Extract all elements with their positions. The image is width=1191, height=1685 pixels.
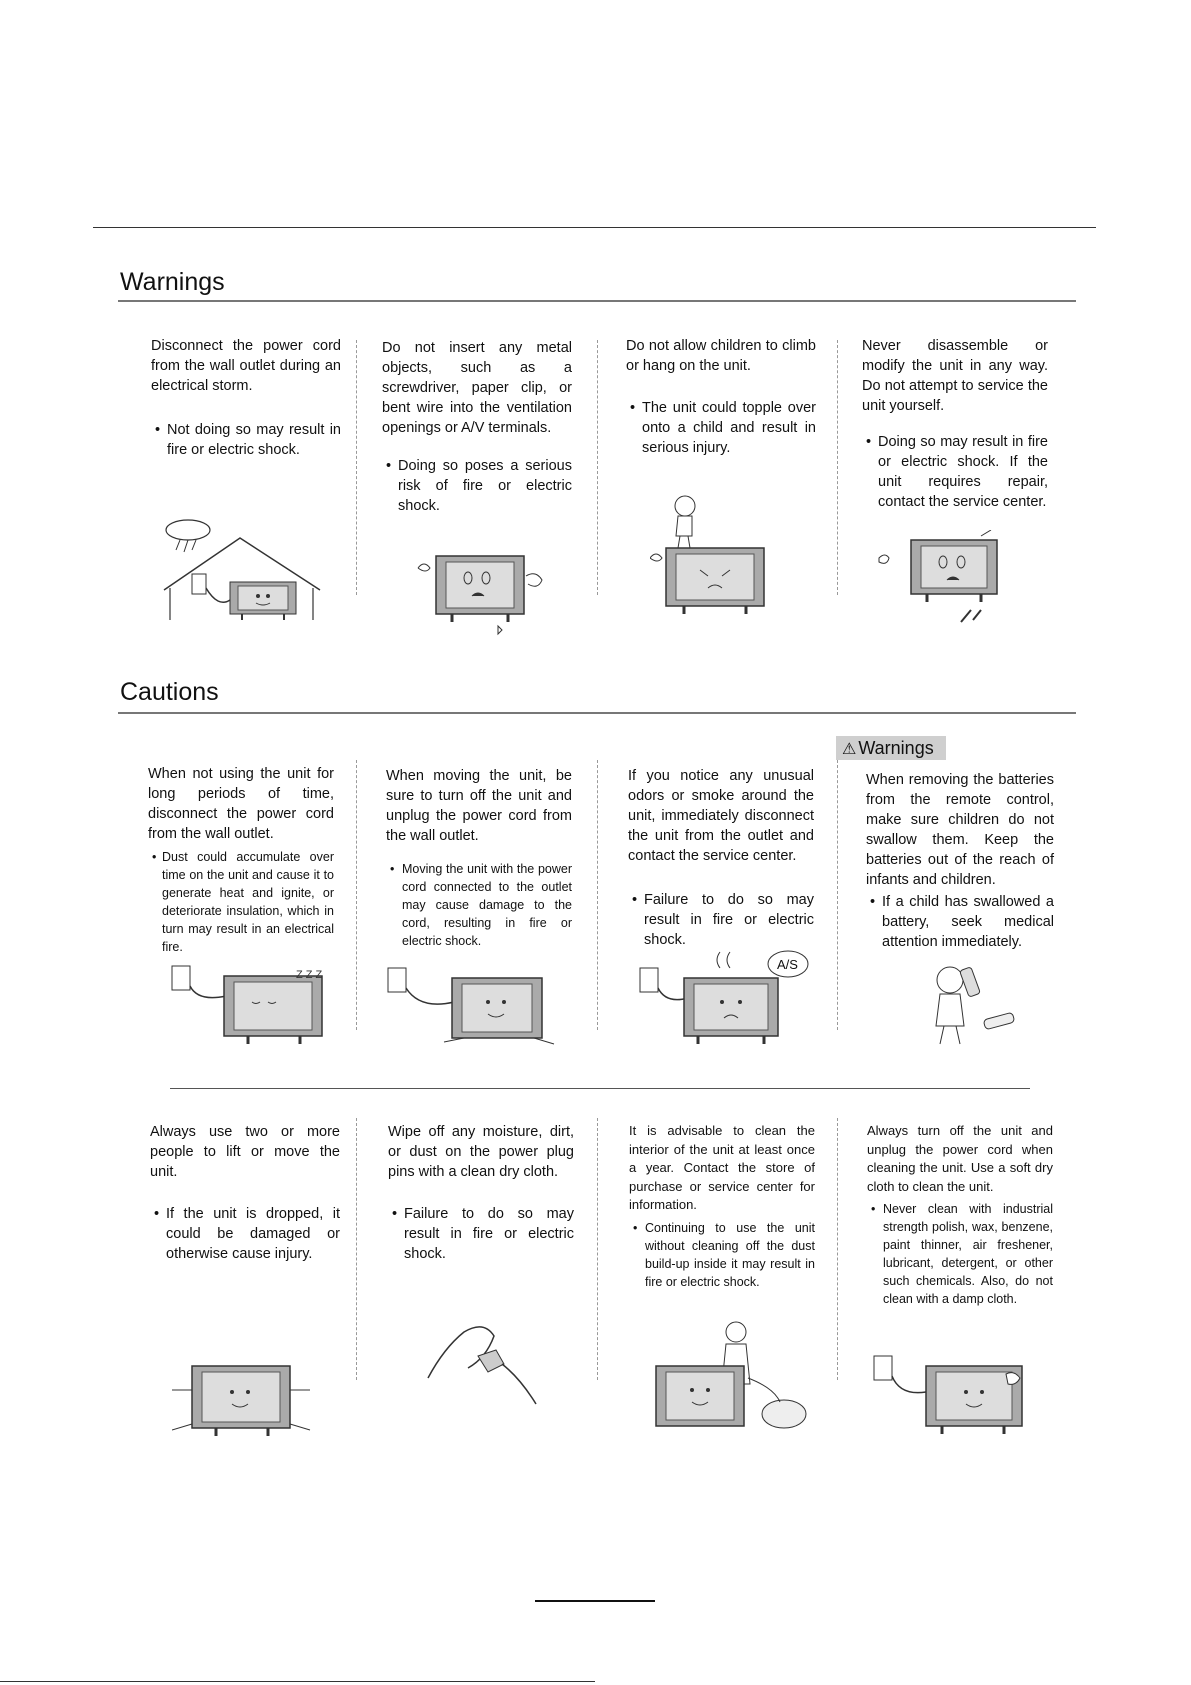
smoke-tv-illustration [636, 950, 816, 1046]
panel-note: • Failure to do so may result in fire or electric shock. [388, 1204, 574, 1264]
cautions-underline [118, 712, 1076, 714]
unplug-clean-illustration [870, 1352, 1030, 1442]
warning-panel-disassemble [862, 336, 1048, 512]
hand-icon [526, 574, 542, 587]
wall-outlet-icon [172, 966, 190, 990]
sleep-icon: Z Z Z [296, 969, 323, 981]
tv-icon [656, 1366, 744, 1426]
hand-cloth-icon [428, 1327, 494, 1378]
caution-panel-unusual-odors [628, 766, 814, 950]
column-divider [356, 340, 357, 595]
warning-panel-metal-objects [382, 338, 572, 516]
metal-object-tv-illustration [416, 550, 546, 645]
panel-lead: Always turn off the unit and unplug the power cord when cleaning the unit. Use a soft dry cloth to clean the unit. [867, 1123, 1053, 1194]
panel-lead: When not using the unit for long periods of time, disconnect the power cord from the wall outlet. [148, 766, 334, 842]
column-divider [837, 340, 838, 595]
panel-lead: Do not allow children to climb or hang on the unit. [626, 338, 816, 374]
storm-house-illustration [158, 518, 328, 623]
panel-note: • Moving the unit with the power cord connected to the outlet may cause damage to the cord, resulting in fire or electric shock. [386, 860, 572, 950]
column-divider [837, 760, 838, 1030]
column-divider [597, 1118, 598, 1380]
caution-panel-wipe-plug [388, 1122, 574, 1264]
tv-icon [436, 556, 524, 622]
panel-note: • The unit could topple over onto a child and result in serious injury. [626, 398, 816, 458]
panel-note: • Never clean with industrial strength polish, wax, benzene, paint thinner, air freshener, lubricant, detergent, or other such chemicals. Also, do not clean with a damp cloth. [867, 1200, 1053, 1308]
panel-note: • Dust could accumulate over time on the unit and cause it to generate heat and ignite, or deteriorate insulation, which in turn may result in an electrical fire. [148, 848, 334, 956]
panel-lead: Never disassemble or modify the unit in any way. Do not attempt to service the unit yourself. [862, 338, 1048, 414]
wipe-plug-illustration [424, 1318, 544, 1408]
child-icon [675, 496, 695, 548]
wall-outlet-icon [388, 968, 406, 992]
caution-panel-moving-unit [386, 766, 572, 950]
cautions-heading: Cautions [120, 678, 219, 706]
child-swallow-battery-illustration [918, 962, 1028, 1052]
service-cleaning-illustration [654, 1318, 814, 1433]
child-icon [936, 967, 964, 1044]
wall-outlet-icon [640, 968, 658, 992]
caution-panel-clean-interior [629, 1122, 815, 1291]
caution-panel-batteries [866, 770, 1054, 952]
tv-icon [192, 1366, 290, 1436]
disassemble-tv-illustration [877, 530, 1007, 635]
warnings-badge-label: Warnings [858, 738, 934, 758]
panel-note: • Failure to do so may result in fire or electric shock. [628, 890, 814, 950]
moving-unit-illustration [384, 962, 562, 1052]
panel-lead: When moving the unit, be sure to turn off the unit and unplug the power cord from the wall outlet. [386, 768, 572, 844]
screwdriver-icon [498, 626, 502, 634]
row-separator [170, 1088, 1030, 1089]
warning-panel-children-climb [626, 336, 816, 458]
caution-panel-two-people [150, 1122, 340, 1264]
plug-icon [478, 1350, 504, 1372]
unplugged-sleeping-tv-illustration [168, 962, 328, 1047]
hand-icon [650, 554, 662, 561]
panel-note: • If a child has swallowed a battery, seek medical attention immediately. [866, 892, 1054, 952]
top-rule [93, 227, 1096, 228]
smoke-icon [717, 952, 730, 968]
wall-outlet-icon [874, 1356, 892, 1380]
panel-lead: Disconnect the power cord from the wall outlet during an electrical storm. [151, 338, 341, 394]
cloud-lightning-icon [166, 520, 210, 552]
screw-icon [879, 555, 889, 563]
column-divider [837, 1118, 838, 1380]
tv-icon [452, 978, 542, 1038]
bottom-rule [0, 1681, 595, 1682]
warnings-badge [836, 736, 946, 760]
two-people-lifting-illustration [172, 1360, 312, 1442]
panel-lead: Wipe off any moisture, dirt, or dust on the power plug pins with a clean dry cloth. [388, 1124, 574, 1180]
wall-outlet-icon [192, 574, 206, 594]
panel-lead: Always use two or more people to lift or move the unit. [150, 1124, 340, 1180]
warnings-underline [118, 300, 1076, 302]
wrench-icon [961, 610, 981, 622]
caution-panel-cleaning-chemicals [867, 1122, 1053, 1308]
column-divider [356, 1118, 357, 1380]
panel-note: • If the unit is dropped, it could be damaged or otherwise cause injury. [150, 1204, 340, 1264]
panel-note: • Doing so poses a serious risk of fire or electric shock. [382, 456, 572, 516]
panel-lead: It is advisable to clean the interior of the unit at least once a year. Contact the store of purchase or service center for information. [629, 1123, 815, 1212]
panel-lead: Do not insert any metal objects, such as a screwdriver, paper clip, or bent wire into the ventilation openings or A/V terminals. [382, 340, 572, 436]
panel-note: • Continuing to use the unit without cleaning off the dust build-up inside it may result in fire or electric shock. [629, 1219, 815, 1291]
hand-icon [444, 1038, 554, 1044]
battery-icon [983, 1012, 1015, 1029]
panel-lead: If you notice any unusual odors or smoke around the unit, immediately disconnect the unit from the outlet and contact the service center. [628, 768, 814, 864]
screwdriver-icon [981, 530, 991, 536]
child-climbing-tv-illustration [650, 492, 780, 617]
column-divider [597, 760, 598, 1030]
tv-icon [684, 978, 778, 1044]
warnings-heading: Warnings [120, 268, 225, 296]
column-divider [356, 760, 357, 1030]
panel-lead: When removing the batteries from the remote control, make sure children do not swallow them. Keep the batteries out of the reach of infants and children. [866, 772, 1054, 888]
warning-panel-storm [151, 336, 341, 460]
caution-panel-long-periods [148, 764, 334, 956]
column-divider [597, 340, 598, 595]
warning-triangle-icon: ⚠ [842, 741, 857, 758]
service-bubble-label: A/S [777, 957, 798, 972]
tv-icon [224, 976, 322, 1044]
tv-icon [911, 540, 997, 602]
tv-icon [230, 582, 296, 620]
hand-icon [418, 564, 430, 571]
vacuum-cleaner-icon [762, 1400, 806, 1428]
tv-icon [666, 548, 764, 614]
panel-note: • Not doing so may result in fire or electric shock. [151, 420, 341, 460]
panel-note: • Doing so may result in fire or electric shock. If the unit requires repair, contact the service center. [862, 432, 1048, 512]
page-number-line [535, 1600, 655, 1602]
